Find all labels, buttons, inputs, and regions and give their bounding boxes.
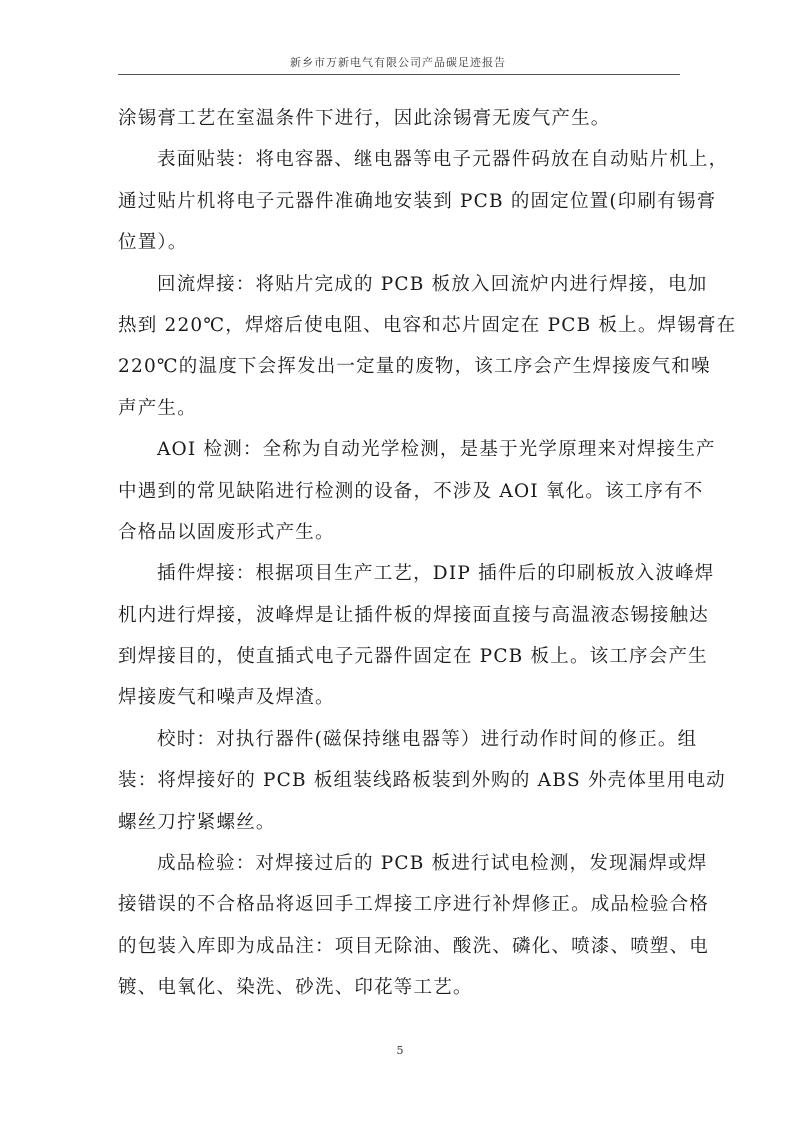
text-line: 220℃的温度下会挥发出一定量的废物，该工序会产生焊接废气和噪 bbox=[118, 356, 711, 378]
header-divider bbox=[118, 74, 680, 75]
text-line: 成品检验：对焊接过后的 PCB 板进行试电检测，发现漏焊或焊 bbox=[157, 853, 708, 875]
paragraph-plug-in-soldering bbox=[118, 553, 715, 719]
text-line: 接错误的不合格品将返回手工焊接工序进行补焊修正。成品检验合格 bbox=[118, 894, 710, 916]
text-line: AOI 检测：全称为自动光学检测，是基于光学原理来对焊接生产 bbox=[157, 439, 716, 461]
text-line: 装：将焊接好的 PCB 板组装线路板装到外购的 ABS 外壳体里用电动 bbox=[118, 770, 726, 792]
text-line: 的包装入库即为成品注：项目无除油、酸洗、磷化、喷漆、喷塑、电 bbox=[118, 935, 710, 957]
text-line: 表面贴装：将电容器、继电器等电子元器件码放在自动贴片机上， bbox=[157, 149, 729, 171]
text-line: 回流焊接：将贴片完成的 PCB 板放入回流炉内进行焊接，电加 bbox=[157, 273, 708, 295]
running-header: 新乡市万新电气有限公司产品碳足迹报告 bbox=[290, 56, 506, 69]
document-body bbox=[118, 98, 737, 1009]
paragraph-solder-paste-note bbox=[118, 98, 684, 139]
text-line: 镀、电氧化、染洗、砂洗、印花等工艺。 bbox=[118, 977, 473, 999]
paragraph-calibration-assembly bbox=[118, 719, 726, 843]
text-line: 合格品以固废形式产生。 bbox=[118, 521, 335, 543]
text-line: 声产生。 bbox=[118, 397, 197, 419]
text-line: 机内进行焊接，波峰焊是让插件板的焊接面直接与高温液态锡接触达 bbox=[118, 604, 710, 626]
text-line: 焊接废气和噪声及焊渣。 bbox=[118, 687, 335, 709]
text-line: 中遇到的常见缺陷进行检测的设备，不涉及 AOI 氧化。该工序有不 bbox=[118, 480, 704, 502]
text-line: 校时：对执行器件(磁保持继电器等）进行动作时间的修正。组 bbox=[157, 728, 698, 750]
paragraph-reflow-soldering bbox=[118, 264, 737, 430]
page-number: 5 bbox=[396, 1044, 404, 1057]
text-line: 到焊接目的，使直插式电子元器件固定在 PCB 板上。该工序会产生 bbox=[118, 646, 708, 668]
paragraph-final-inspection bbox=[118, 843, 710, 1009]
text-line: 位置）。 bbox=[118, 232, 188, 254]
text-line: 热到 220℃，焊熔后使电阻、电容和芯片固定在 PCB 板上。焊锡膏在 bbox=[118, 314, 737, 336]
text-line: 通过贴片机将电子元器件准确地安装到 PCB 的固定位置(印刷有锡膏 bbox=[118, 190, 717, 212]
text-line: 涂锡膏工艺在室温条件下进行，因此涂锡膏无废气产生。 bbox=[118, 108, 611, 129]
paragraph-aoi-inspection bbox=[118, 429, 716, 553]
text-line: 插件焊接：根据项目生产工艺，DIP 插件后的印刷板放入波峰焊 bbox=[157, 563, 715, 585]
text-line: 螺丝刀拧紧螺丝。 bbox=[118, 811, 276, 833]
paragraph-surface-mount bbox=[118, 139, 729, 263]
